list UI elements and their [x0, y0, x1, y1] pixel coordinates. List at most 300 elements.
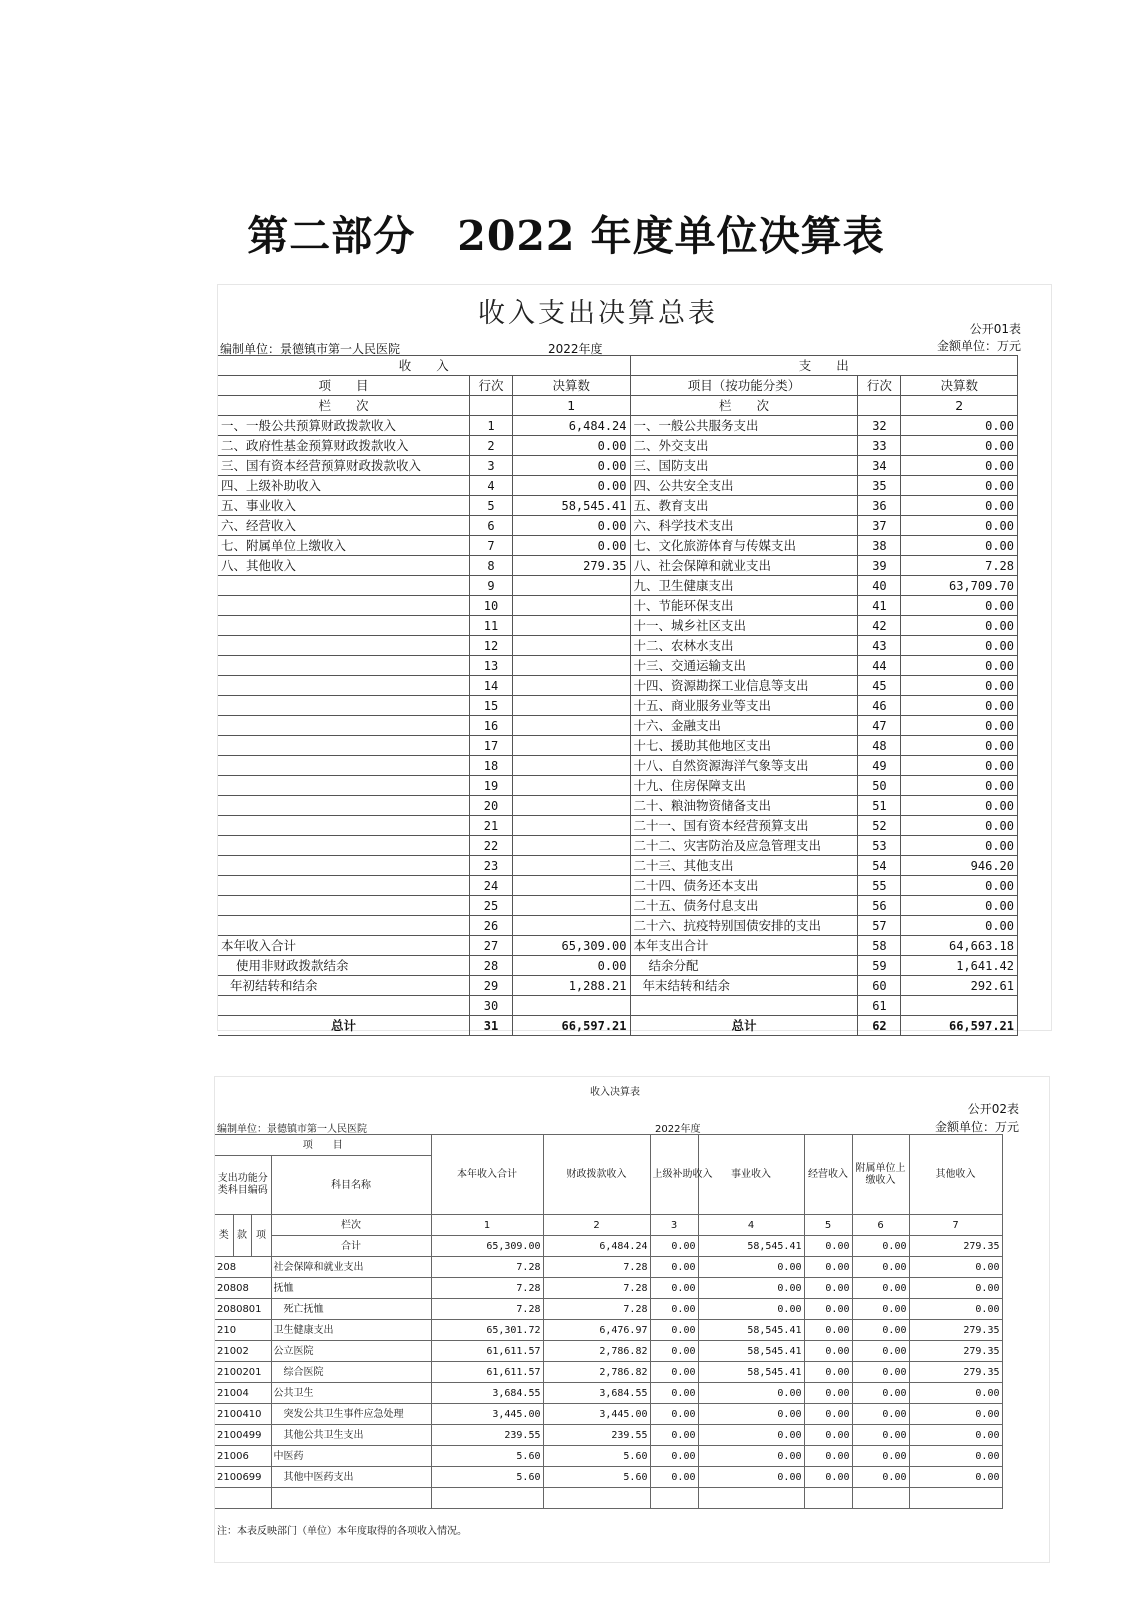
- income-row-no: 16: [469, 716, 512, 736]
- table-row: [215, 1425, 1002, 1446]
- income-amount: [512, 756, 630, 776]
- func-code: 21002: [215, 1341, 271, 1362]
- expense-item: 二十四、债务还本支出: [630, 876, 858, 896]
- expense-row-no: 62: [858, 1016, 901, 1036]
- amount-cell: 0.00: [650, 1362, 698, 1383]
- income-row-no: 1: [469, 416, 512, 436]
- expense-amount: 0.00: [901, 696, 1018, 716]
- table2-note: 注：本表反映部门（单位）本年度取得的各项收入情况。: [217, 1526, 467, 1537]
- col-item-header: 项 目: [218, 376, 469, 396]
- income-item: 七、附属单位上缴收入: [218, 536, 469, 556]
- table1-code: 公开01表: [969, 322, 1021, 336]
- expense-item: 二十二、灾害防治及应急管理支出: [630, 836, 858, 856]
- t2-operating-header: 经营收入: [804, 1135, 852, 1215]
- expense-row-no: 50: [858, 776, 901, 796]
- expense-row-no: 39: [858, 556, 901, 576]
- income-header: 收 入: [218, 356, 630, 376]
- income-amount: [512, 656, 630, 676]
- expense-amount: 0.00: [901, 816, 1018, 836]
- amount-cell: 5.60: [543, 1446, 650, 1467]
- col-label: 栏 次: [218, 396, 469, 416]
- t2-col-num: 7: [909, 1215, 1002, 1236]
- expense-row-no: 42: [858, 616, 901, 636]
- table-row: [215, 1383, 1002, 1404]
- amount-cell: 7.28: [543, 1299, 650, 1320]
- income-item: 三、国有资本经营预算财政拨款收入: [218, 456, 469, 476]
- amount-cell: 0.00: [804, 1362, 852, 1383]
- table-row: [215, 1446, 1002, 1467]
- t2-kuan-header: 款: [233, 1215, 251, 1257]
- expense-row-no: 52: [858, 816, 901, 836]
- t2-func-code-header: 支出功能分类科目编码: [215, 1156, 271, 1215]
- income-row-no: 11: [469, 616, 512, 636]
- amount-cell: 0.00: [909, 1299, 1002, 1320]
- table-row: [218, 976, 1018, 996]
- income-row-no: 31: [469, 1016, 512, 1036]
- expense-item: 二、外交支出: [630, 436, 858, 456]
- income-row-no: 7: [469, 536, 512, 556]
- expense-row-no: 51: [858, 796, 901, 816]
- expense-amount: 0.00: [901, 416, 1018, 436]
- expense-amount: 0.00: [901, 656, 1018, 676]
- amount-cell: 0.00: [909, 1446, 1002, 1467]
- expense-item: 十四、资源勘探工业信息等支出: [630, 676, 858, 696]
- expense-row-no: 59: [858, 956, 901, 976]
- income-row-no: 24: [469, 876, 512, 896]
- expense-row-no: 56: [858, 896, 901, 916]
- amount-cell: 0.00: [650, 1446, 698, 1467]
- income-item: 年初结转和结余: [218, 976, 469, 996]
- income-amount: 58,545.41: [512, 496, 630, 516]
- amount-cell: 7.28: [431, 1299, 543, 1320]
- income-amount: [512, 796, 630, 816]
- income-row-no: 9: [469, 576, 512, 596]
- t2-subject-header: 科目名称: [271, 1156, 431, 1215]
- t2-total-value: 0.00: [650, 1236, 698, 1257]
- amount-cell: 0.00: [698, 1425, 804, 1446]
- expense-amount: 0.00: [901, 436, 1018, 456]
- amount-cell: 0.00: [804, 1341, 852, 1362]
- table-row: [218, 456, 1018, 476]
- income-row-no: 27: [469, 936, 512, 956]
- expense-item: 十、节能环保支出: [630, 596, 858, 616]
- expense-item: 三、国防支出: [630, 456, 858, 476]
- expense-amount: 0.00: [901, 776, 1018, 796]
- income-amount: 0.00: [512, 476, 630, 496]
- t2-total-label: 合计: [271, 1236, 431, 1257]
- expense-row-no: 36: [858, 496, 901, 516]
- table-row: [218, 436, 1018, 456]
- subject-name: 社会保障和就业支出: [271, 1257, 431, 1278]
- expense-row-no: 46: [858, 696, 901, 716]
- table-row: [218, 516, 1018, 536]
- subject-name: 公共卫生: [271, 1383, 431, 1404]
- expense-item: 二十五、债务付息支出: [630, 896, 858, 916]
- income-amount: [512, 616, 630, 636]
- expense-amount: 0.00: [901, 676, 1018, 696]
- table-row: [218, 996, 1018, 1016]
- amount-cell: 2,786.82: [543, 1341, 650, 1362]
- expense-row-no: 32: [858, 416, 901, 436]
- amount-cell: 0.00: [698, 1299, 804, 1320]
- amount-cell: 0.00: [852, 1278, 909, 1299]
- amount-cell: 0.00: [909, 1467, 1002, 1488]
- table2-code: 公开02表: [967, 1102, 1019, 1116]
- income-amount: [512, 876, 630, 896]
- func-code: 2100410: [215, 1404, 271, 1425]
- expense-row-no: 49: [858, 756, 901, 776]
- income-item: 二、政府性基金预算财政拨款收入: [218, 436, 469, 456]
- t2-col-num: 4: [698, 1215, 804, 1236]
- expense-amount: 0.00: [901, 736, 1018, 756]
- expense-row-no: 57: [858, 916, 901, 936]
- income-item: 六、经营收入: [218, 516, 469, 536]
- expense-header: 支 出: [630, 356, 1018, 376]
- table-row: [215, 1257, 1002, 1278]
- table-row: [218, 416, 1018, 436]
- t2-col-num: 5: [804, 1215, 852, 1236]
- amount-cell: 0.00: [804, 1257, 852, 1278]
- income-row-no: 17: [469, 736, 512, 756]
- expense-item: 年末结转和结余: [630, 976, 858, 996]
- amount-cell: 239.55: [543, 1425, 650, 1446]
- income-amount: [512, 776, 630, 796]
- subject-name: 公立医院: [271, 1341, 431, 1362]
- table-row: [218, 676, 1018, 696]
- income-amount: [512, 996, 630, 1016]
- amount-cell: 0.00: [852, 1299, 909, 1320]
- income-amount: 0.00: [512, 456, 630, 476]
- amount-cell: 0.00: [804, 1320, 852, 1341]
- table-row: [218, 476, 1018, 496]
- amount-cell: 0.00: [852, 1467, 909, 1488]
- col-amount2-header: 决算数: [901, 376, 1018, 396]
- t2-total-value: 58,545.41: [698, 1236, 804, 1257]
- amount-cell: 5.60: [431, 1467, 543, 1488]
- expense-item: 一、一般公共服务支出: [630, 416, 858, 436]
- amount-cell: 0.00: [804, 1404, 852, 1425]
- expense-item: 九、卫生健康支出: [630, 576, 858, 596]
- income-row-no: 23: [469, 856, 512, 876]
- table-row: [215, 1467, 1002, 1488]
- amount-cell: 0.00: [804, 1278, 852, 1299]
- amount-cell: 0.00: [698, 1257, 804, 1278]
- amount-cell: 0.00: [804, 1467, 852, 1488]
- expense-amount: 0.00: [901, 796, 1018, 816]
- table-row: [218, 776, 1018, 796]
- expense-item: 总计: [630, 1016, 858, 1036]
- table-row: [218, 616, 1018, 636]
- amount-cell: 0.00: [804, 1446, 852, 1467]
- amount-cell: 0.00: [650, 1467, 698, 1488]
- table-row: [218, 756, 1018, 776]
- table2-org: 编制单位：景德镇市第一人民医院: [217, 1124, 367, 1135]
- amount-cell: 0.00: [650, 1425, 698, 1446]
- amount-cell: 58,545.41: [698, 1320, 804, 1341]
- expense-amount: 0.00: [901, 896, 1018, 916]
- income-item: 四、上级补助收入: [218, 476, 469, 496]
- func-code: 2100499: [215, 1425, 271, 1446]
- income-row-no: 14: [469, 676, 512, 696]
- subject-name: 其他公共卫生支出: [271, 1425, 431, 1446]
- amount-cell: 3,684.55: [431, 1383, 543, 1404]
- amount-cell: 0.00: [650, 1383, 698, 1404]
- col-amount-header: 决算数: [512, 376, 630, 396]
- amount-cell: 0.00: [852, 1446, 909, 1467]
- t2-total-value: 65,309.00: [431, 1236, 543, 1257]
- amount-cell: 5.60: [431, 1446, 543, 1467]
- expense-item: 五、教育支出: [630, 496, 858, 516]
- amount-cell: 0.00: [698, 1278, 804, 1299]
- income-row-no: 22: [469, 836, 512, 856]
- income-item: [218, 916, 469, 936]
- income-item: [218, 676, 469, 696]
- expense-amount: 0.00: [901, 516, 1018, 536]
- income-item: [218, 716, 469, 736]
- subject-name: 抚恤: [271, 1278, 431, 1299]
- table-row: [218, 496, 1018, 516]
- expense-row-no: 43: [858, 636, 901, 656]
- table-row: [215, 1299, 1002, 1320]
- income-row-no: 26: [469, 916, 512, 936]
- func-code: 2100699: [215, 1467, 271, 1488]
- amount-cell: 279.35: [909, 1362, 1002, 1383]
- amount-cell: 65,301.72: [431, 1320, 543, 1341]
- table-row: [218, 736, 1018, 756]
- income-row-no: 13: [469, 656, 512, 676]
- expense-row-no: 47: [858, 716, 901, 736]
- income-item: [218, 636, 469, 656]
- amount-cell: 0.00: [852, 1320, 909, 1341]
- t2-business-header: 事业收入: [698, 1135, 804, 1215]
- income-item: [218, 896, 469, 916]
- income-row-no: 30: [469, 996, 512, 1016]
- table-row: [218, 556, 1018, 576]
- table2-year: 2022年度: [655, 1124, 701, 1135]
- income-row-no: 15: [469, 696, 512, 716]
- amount-cell: 0.00: [650, 1341, 698, 1362]
- table-row: [215, 1278, 1002, 1299]
- table-row: [215, 1362, 1002, 1383]
- expense-row-no: 34: [858, 456, 901, 476]
- income-item: [218, 616, 469, 636]
- expense-item: 六、科学技术支出: [630, 516, 858, 536]
- income-amount: 65,309.00: [512, 936, 630, 956]
- income-item: 使用非财政拨款结余: [218, 956, 469, 976]
- expense-amount: 0.00: [901, 756, 1018, 776]
- income-item: [218, 836, 469, 856]
- amount-cell: 0.00: [909, 1404, 1002, 1425]
- amount-cell: 6,476.97: [543, 1320, 650, 1341]
- expense-row-no: 35: [858, 476, 901, 496]
- amount-cell: 0.00: [852, 1404, 909, 1425]
- expense-row-no: 55: [858, 876, 901, 896]
- income-amount: [512, 636, 630, 656]
- table1-org: 编制单位：景德镇市第一人民医院: [220, 342, 401, 356]
- income-row-no: 18: [469, 756, 512, 776]
- t2-total-value: 6,484.24: [543, 1236, 650, 1257]
- expense-amount: 63,709.70: [901, 576, 1018, 596]
- table1-title: 收入支出决算总表: [478, 298, 718, 329]
- income-item: [218, 696, 469, 716]
- table-row: [218, 636, 1018, 656]
- income-item: 总计: [218, 1016, 469, 1036]
- expense-item: [630, 996, 858, 1016]
- table-row: [218, 796, 1018, 816]
- t2-col-num: 2: [543, 1215, 650, 1236]
- income-expense-summary-table: [218, 285, 1051, 1033]
- income-item: [218, 656, 469, 676]
- expense-item: 二十六、抗疫特别国债安排的支出: [630, 916, 858, 936]
- table-row: [218, 596, 1018, 616]
- expense-row-no: 45: [858, 676, 901, 696]
- income-item: [218, 816, 469, 836]
- expense-row-no: 44: [858, 656, 901, 676]
- income-item: [218, 996, 469, 1016]
- t2-affiliated-header: 附属单位上缴收入: [852, 1135, 909, 1215]
- t2-other-header: 其他收入: [909, 1135, 1002, 1215]
- income-item: [218, 776, 469, 796]
- t2-col-num: 1: [431, 1215, 543, 1236]
- expense-item: 四、公共安全支出: [630, 476, 858, 496]
- col-row-header: 行次: [469, 376, 512, 396]
- table-row: [218, 876, 1018, 896]
- t2-total-value: 0.00: [804, 1236, 852, 1257]
- income-item: 本年收入合计: [218, 936, 469, 956]
- amount-cell: 61,611.57: [431, 1362, 543, 1383]
- income-amount: [512, 856, 630, 876]
- income-amount: 0.00: [512, 536, 630, 556]
- expense-row-no: 40: [858, 576, 901, 596]
- amount-cell: 0.00: [852, 1362, 909, 1383]
- amount-cell: 0.00: [852, 1257, 909, 1278]
- table-row: [218, 916, 1018, 936]
- func-code: 21004: [215, 1383, 271, 1404]
- table-row: [218, 936, 1018, 956]
- amount-cell: 0.00: [650, 1299, 698, 1320]
- table2-grid: [215, 1134, 1003, 1509]
- expense-row-no: 48: [858, 736, 901, 756]
- expense-amount: 0.00: [901, 636, 1018, 656]
- t2-col-num: 3: [650, 1215, 698, 1236]
- expense-item: 十二、农林水支出: [630, 636, 858, 656]
- t2-col-num: 6: [852, 1215, 909, 1236]
- amount-cell: 0.00: [909, 1383, 1002, 1404]
- expense-item: 二十一、国有资本经营预算支出: [630, 816, 858, 836]
- amount-cell: 0.00: [804, 1425, 852, 1446]
- income-item: [218, 596, 469, 616]
- t2-superior-header: 上级补助收入: [650, 1135, 698, 1215]
- expense-amount: 64,663.18: [901, 936, 1018, 956]
- table-row: [218, 956, 1018, 976]
- expense-amount: 0.00: [901, 456, 1018, 476]
- income-amount: [512, 916, 630, 936]
- table-row: [218, 856, 1018, 876]
- income-row-no: 19: [469, 776, 512, 796]
- income-item: 一、一般公共预算财政拨款收入: [218, 416, 469, 436]
- expense-row-no: 41: [858, 596, 901, 616]
- income-item: [218, 856, 469, 876]
- expense-item: 十三、交通运输支出: [630, 656, 858, 676]
- amount-cell: 0.00: [909, 1278, 1002, 1299]
- subject-name: 综合医院: [271, 1362, 431, 1383]
- amount-cell: 0.00: [909, 1257, 1002, 1278]
- expense-amount: 0.00: [901, 596, 1018, 616]
- expense-amount: 1,641.42: [901, 956, 1018, 976]
- income-item: [218, 876, 469, 896]
- expense-row-no: 61: [858, 996, 901, 1016]
- func-code: 2100201: [215, 1362, 271, 1383]
- income-row-no: 2: [469, 436, 512, 456]
- expense-amount: 0.00: [901, 536, 1018, 556]
- expense-item: 本年支出合计: [630, 936, 858, 956]
- income-amount: [512, 596, 630, 616]
- table-row: [218, 696, 1018, 716]
- table-row: [218, 896, 1018, 916]
- expense-item: 七、文化旅游体育与传媒支出: [630, 536, 858, 556]
- table-row: [215, 1404, 1002, 1425]
- income-row-no: 6: [469, 516, 512, 536]
- expense-amount: 0.00: [901, 876, 1018, 896]
- func-code: 20808: [215, 1278, 271, 1299]
- table-row: [218, 576, 1018, 596]
- func-code: 2080801: [215, 1299, 271, 1320]
- income-amount: 0.00: [512, 956, 630, 976]
- expense-item: 十八、自然资源海洋气象等支出: [630, 756, 858, 776]
- income-amount: [512, 716, 630, 736]
- amount-cell: 0.00: [852, 1425, 909, 1446]
- col-index-2: 2: [901, 396, 1018, 416]
- t2-xiang-header: 项: [251, 1215, 271, 1257]
- subject-name: 卫生健康支出: [271, 1320, 431, 1341]
- expense-row-no: 53: [858, 836, 901, 856]
- subject-name: 其他中医药支出: [271, 1467, 431, 1488]
- amount-cell: 5.60: [543, 1467, 650, 1488]
- expense-row-no: 38: [858, 536, 901, 556]
- income-row-no: 25: [469, 896, 512, 916]
- expense-item: 十五、商业服务业等支出: [630, 696, 858, 716]
- income-amount: [512, 896, 630, 916]
- table-row: [218, 836, 1018, 856]
- amount-cell: 3,445.00: [543, 1404, 650, 1425]
- t2-item-header: 项 目: [215, 1135, 431, 1156]
- amount-cell: 58,545.41: [698, 1341, 804, 1362]
- func-code: 208: [215, 1257, 271, 1278]
- income-row-no: 10: [469, 596, 512, 616]
- income-item: [218, 576, 469, 596]
- amount-cell: 7.28: [543, 1257, 650, 1278]
- amount-cell: 0.00: [852, 1383, 909, 1404]
- income-amount: 1,288.21: [512, 976, 630, 996]
- table-row: [215, 1320, 1002, 1341]
- amount-cell: 0.00: [804, 1299, 852, 1320]
- amount-cell: 0.00: [804, 1383, 852, 1404]
- amount-cell: 0.00: [650, 1320, 698, 1341]
- amount-cell: 239.55: [431, 1425, 543, 1446]
- t2-fiscal-header: 财政拨款收入: [543, 1135, 650, 1215]
- expense-row-no: 33: [858, 436, 901, 456]
- expense-item: 十九、住房保障支出: [630, 776, 858, 796]
- expense-amount: 0.00: [901, 916, 1018, 936]
- amount-cell: 279.35: [909, 1341, 1002, 1362]
- expense-amount: 0.00: [901, 496, 1018, 516]
- table-row: [218, 536, 1018, 556]
- amount-cell: 0.00: [852, 1341, 909, 1362]
- amount-cell: 2,786.82: [543, 1362, 650, 1383]
- table1-unit: 金额单位：万元: [936, 339, 1021, 353]
- income-row-no: 29: [469, 976, 512, 996]
- col-row2-header: 行次: [858, 376, 901, 396]
